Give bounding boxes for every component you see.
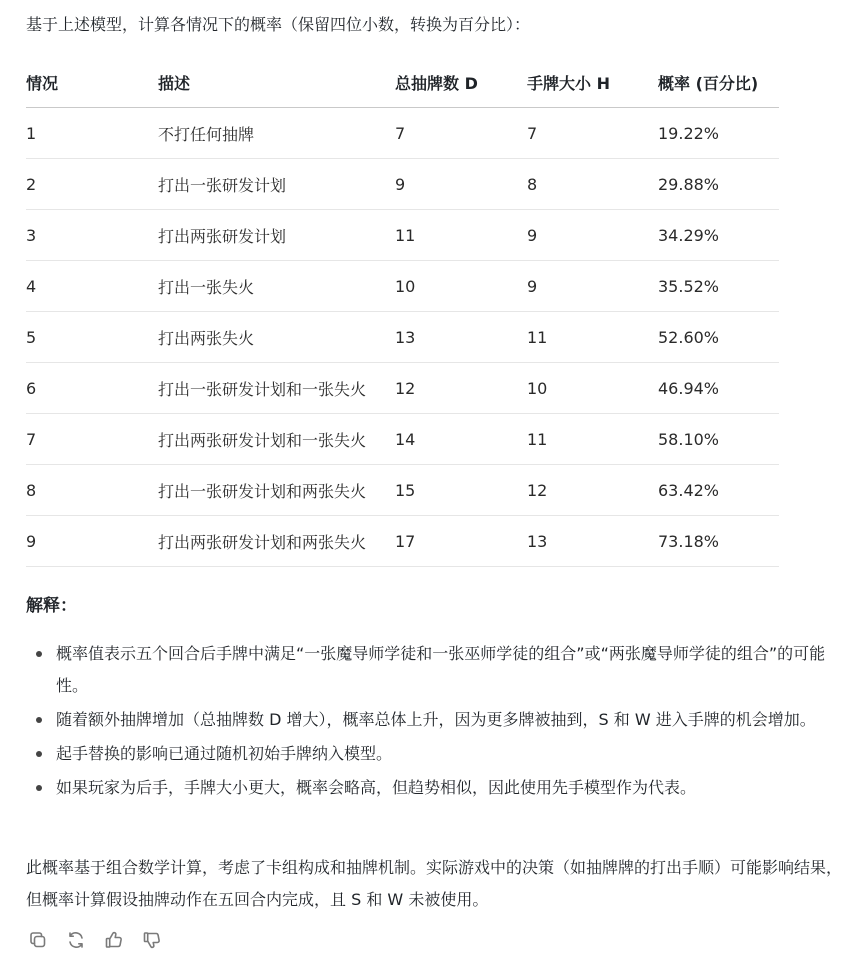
cell-hand-size: 9 bbox=[527, 210, 658, 261]
cell-case: 7 bbox=[26, 414, 158, 465]
list-item: 如果玩家为后手，手牌大小更大，概率会略高，但趋势相似，因此使用先手模型作为代表。 bbox=[26, 772, 856, 804]
table-header-row bbox=[26, 57, 779, 108]
table-row bbox=[26, 312, 779, 363]
cell-probability: 63.42% bbox=[658, 465, 779, 516]
regenerate-icon bbox=[66, 930, 86, 950]
regenerate-button[interactable] bbox=[64, 928, 88, 952]
header-total-draws: 总抽牌数 D bbox=[395, 57, 527, 108]
cell-total-draws: 11 bbox=[395, 210, 527, 261]
table-row bbox=[26, 261, 779, 312]
thumbs-down-icon bbox=[142, 930, 162, 950]
cell-hand-size: 13 bbox=[527, 516, 658, 567]
copy-icon bbox=[28, 930, 48, 950]
cell-description: 不打任何抽牌 bbox=[158, 108, 395, 159]
explanation-heading: 解释： bbox=[26, 596, 77, 616]
list-item: 起手替换的影响已通过随机初始手牌纳入模型。 bbox=[26, 738, 856, 770]
cell-description: 打出一张研发计划和一张失火 bbox=[158, 363, 395, 414]
header-description: 描述 bbox=[158, 57, 395, 108]
table-row bbox=[26, 210, 779, 261]
thumbs-up-icon bbox=[104, 930, 124, 950]
thumbs-up-button[interactable] bbox=[102, 928, 126, 952]
message-actions bbox=[26, 928, 164, 952]
cell-hand-size: 12 bbox=[527, 465, 658, 516]
cell-probability: 34.29% bbox=[658, 210, 779, 261]
table-row bbox=[26, 159, 779, 210]
cell-probability: 19.22% bbox=[658, 108, 779, 159]
cell-case: 4 bbox=[26, 261, 158, 312]
explanation-list bbox=[26, 638, 856, 806]
table-row bbox=[26, 414, 779, 465]
list-item: 随着额外抽牌增加（总抽牌数 D 增大），概率总体上升，因为更多牌被抽到，S 和 W 进入手牌的机会增加。 bbox=[26, 704, 856, 736]
header-probability: 概率 (百分比) bbox=[658, 57, 779, 108]
cell-description: 打出一张研发计划 bbox=[158, 159, 395, 210]
copy-button[interactable] bbox=[26, 928, 50, 952]
cell-hand-size: 7 bbox=[527, 108, 658, 159]
thumbs-down-button[interactable] bbox=[140, 928, 164, 952]
cell-probability: 35.52% bbox=[658, 261, 779, 312]
cell-total-draws: 14 bbox=[395, 414, 527, 465]
cell-case: 5 bbox=[26, 312, 158, 363]
cell-total-draws: 15 bbox=[395, 465, 527, 516]
cell-hand-size: 8 bbox=[527, 159, 658, 210]
cell-hand-size: 9 bbox=[527, 261, 658, 312]
table-row bbox=[26, 516, 779, 567]
cell-probability: 58.10% bbox=[658, 414, 779, 465]
cell-description: 打出两张失火 bbox=[158, 312, 395, 363]
cell-description: 打出一张失火 bbox=[158, 261, 395, 312]
cell-hand-size: 11 bbox=[527, 414, 658, 465]
cell-probability: 46.94% bbox=[658, 363, 779, 414]
cell-hand-size: 10 bbox=[527, 363, 658, 414]
conclusion-text: 此概率基于组合数学计算，考虑了卡组构成和抽牌机制。实际游戏中的决策（如抽牌牌的打出手顺）可能影响结果，但概率计算假设抽牌动作在五回合内完成，且 S 和 W 未被使用。 bbox=[26, 858, 843, 909]
cell-description: 打出两张研发计划 bbox=[158, 210, 395, 261]
cell-total-draws: 12 bbox=[395, 363, 527, 414]
intro-text: 基于上述模型，计算各情况下的概率（保留四位小数，转换为百分比）： bbox=[26, 15, 531, 34]
cell-total-draws: 9 bbox=[395, 159, 527, 210]
cell-total-draws: 10 bbox=[395, 261, 527, 312]
cell-description: 打出一张研发计划和两张失火 bbox=[158, 465, 395, 516]
cell-total-draws: 7 bbox=[395, 108, 527, 159]
cell-probability: 73.18% bbox=[658, 516, 779, 567]
cell-total-draws: 13 bbox=[395, 312, 527, 363]
cell-description: 打出两张研发计划和两张失火 bbox=[158, 516, 395, 567]
table-row bbox=[26, 465, 779, 516]
list-item: 概率值表示五个回合后手牌中满足“一张魔导师学徒和一张巫师学徒的组合”或“两张魔导师学徒的组合”的可能性。 bbox=[26, 638, 856, 702]
cell-total-draws: 17 bbox=[395, 516, 527, 567]
probability-table bbox=[26, 57, 779, 567]
cell-hand-size: 11 bbox=[527, 312, 658, 363]
table-row bbox=[26, 363, 779, 414]
header-hand-size: 手牌大小 H bbox=[527, 57, 658, 108]
header-case: 情况 bbox=[26, 57, 158, 108]
cell-description: 打出两张研发计划和一张失火 bbox=[158, 414, 395, 465]
cell-probability: 52.60% bbox=[658, 312, 779, 363]
cell-case: 3 bbox=[26, 210, 158, 261]
cell-case: 9 bbox=[26, 516, 158, 567]
cell-case: 8 bbox=[26, 465, 158, 516]
cell-case: 1 bbox=[26, 108, 158, 159]
cell-case: 6 bbox=[26, 363, 158, 414]
table-row bbox=[26, 108, 779, 159]
cell-case: 2 bbox=[26, 159, 158, 210]
cell-probability: 29.88% bbox=[658, 159, 779, 210]
